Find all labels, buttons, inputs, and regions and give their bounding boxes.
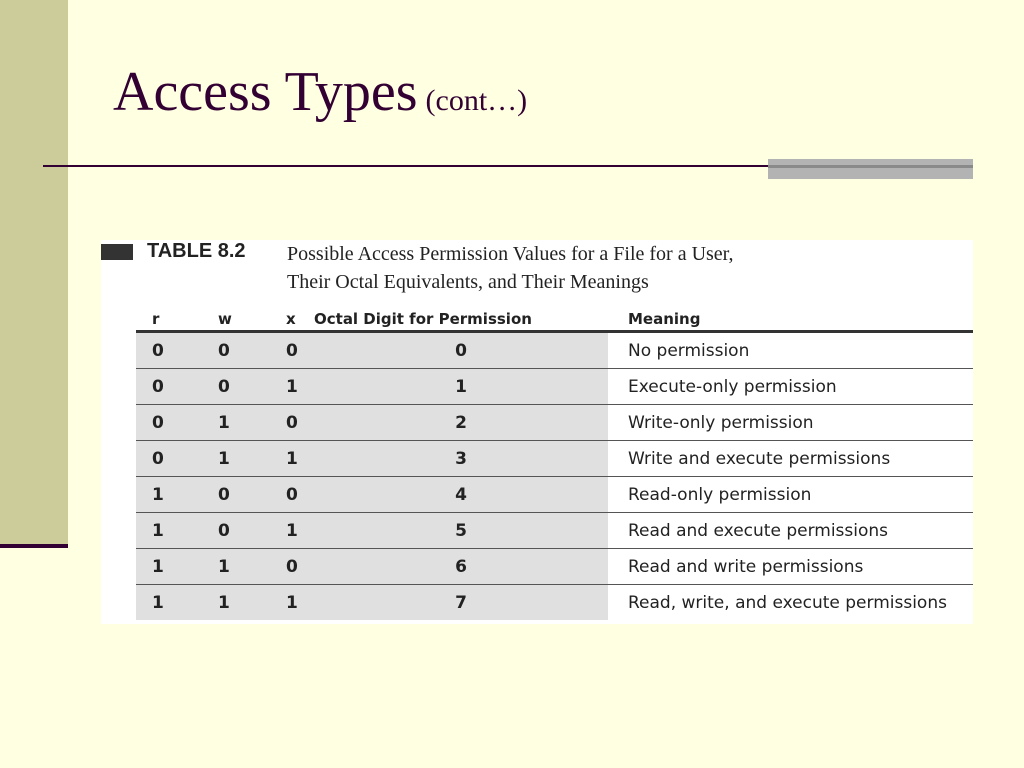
table-row: [136, 405, 973, 441]
slide-title-suffix: (cont…): [425, 84, 528, 117]
cell-w: 1: [202, 585, 270, 621]
cell-meaning: Read-only permission: [608, 477, 973, 513]
cell-x: 1: [270, 513, 314, 549]
cell-octal: 7: [314, 585, 608, 621]
cell-meaning: Read and execute permissions: [608, 513, 973, 549]
cell-octal: 0: [314, 332, 608, 369]
table-header-row: [136, 308, 973, 332]
title-underline: [43, 165, 770, 167]
table-row: [136, 513, 973, 549]
table-figure: [101, 240, 973, 624]
cell-octal: 4: [314, 477, 608, 513]
cell-r: 1: [136, 513, 202, 549]
table-label: TABLE 8.2: [147, 240, 246, 262]
cell-w: 0: [202, 477, 270, 513]
cell-octal: 2: [314, 405, 608, 441]
table-row: [136, 369, 973, 405]
cell-r: 0: [136, 332, 202, 369]
left-band-rule: [0, 544, 68, 548]
cell-w: 0: [202, 332, 270, 369]
cell-r: 0: [136, 441, 202, 477]
slide-title-main: Access Types: [113, 61, 418, 123]
table-caption-line-1: Possible Access Permission Values for a File for a User,: [287, 243, 734, 265]
cell-octal: 5: [314, 513, 608, 549]
cell-r: 1: [136, 549, 202, 585]
table-row: [136, 441, 973, 477]
table-row: [136, 549, 973, 585]
cell-r: 0: [136, 369, 202, 405]
cell-r: 0: [136, 405, 202, 441]
table-caption: [287, 240, 734, 296]
table-caption-line-2: Their Octal Equivalents, and Their Meanings: [287, 271, 649, 293]
cell-meaning: No permission: [608, 332, 973, 369]
cell-meaning: Execute-only permission: [608, 369, 973, 405]
cell-w: 1: [202, 549, 270, 585]
cell-meaning: Write and execute permissions: [608, 441, 973, 477]
cell-r: 1: [136, 477, 202, 513]
cell-x: 1: [270, 369, 314, 405]
cell-octal: 3: [314, 441, 608, 477]
title-accent-bar: [768, 159, 973, 179]
cell-r: 1: [136, 585, 202, 621]
header-octal-digit: Octal Digit for Permission: [314, 308, 608, 332]
cell-x: 0: [270, 549, 314, 585]
left-decorative-band: [0, 0, 68, 546]
cell-x: 0: [270, 405, 314, 441]
caption-marker: [101, 244, 133, 260]
cell-x: 0: [270, 332, 314, 369]
header-x: x: [270, 308, 314, 332]
cell-x: 0: [270, 477, 314, 513]
cell-x: 1: [270, 585, 314, 621]
table-row: [136, 332, 973, 369]
permission-table: [136, 308, 973, 620]
slide-title: [113, 61, 528, 123]
cell-x: 1: [270, 441, 314, 477]
cell-octal: 6: [314, 549, 608, 585]
header-w: w: [202, 308, 270, 332]
cell-w: 1: [202, 441, 270, 477]
cell-w: 0: [202, 513, 270, 549]
table-row: [136, 477, 973, 513]
cell-meaning: Write-only permission: [608, 405, 973, 441]
cell-octal: 1: [314, 369, 608, 405]
cell-w: 0: [202, 369, 270, 405]
cell-w: 1: [202, 405, 270, 441]
cell-meaning: Read, write, and execute permissions: [608, 585, 973, 621]
header-meaning: Meaning: [608, 308, 973, 332]
header-r: r: [136, 308, 202, 332]
cell-meaning: Read and write permissions: [608, 549, 973, 585]
table-row: [136, 585, 973, 621]
